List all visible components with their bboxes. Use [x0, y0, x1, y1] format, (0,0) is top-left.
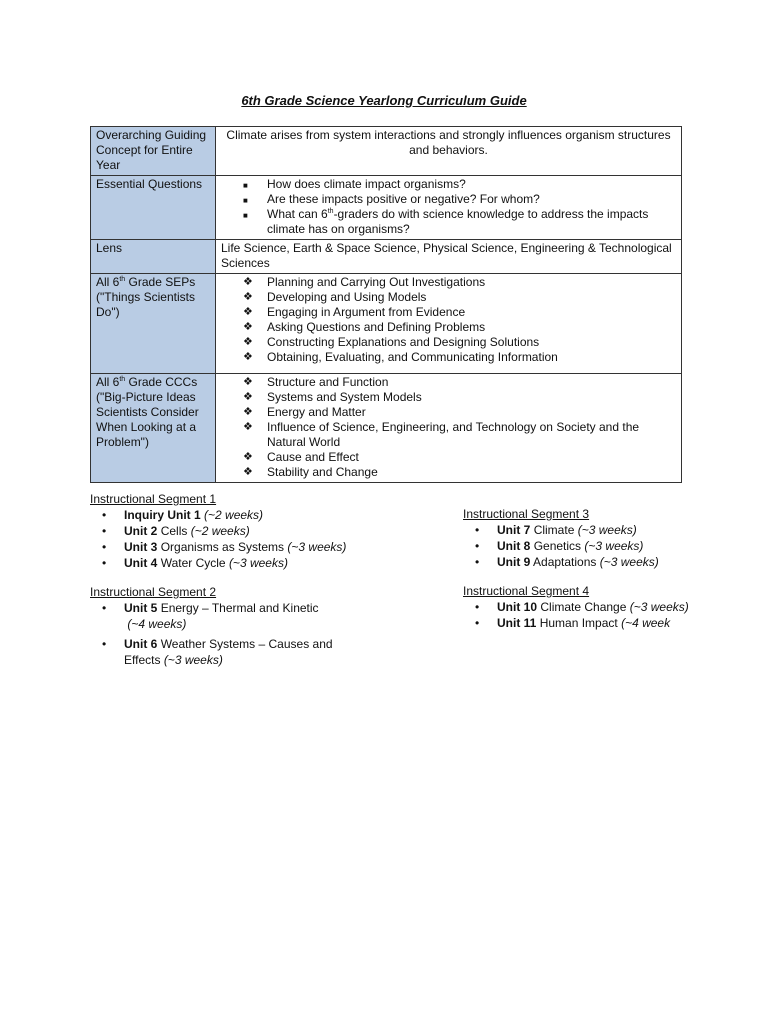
diamond-bullet-icon: ❖ [243, 376, 253, 388]
segment-3 [463, 506, 723, 570]
list-item: ❖ Planning and Carrying Out Investigations [243, 275, 486, 289]
segment-title: Instructional Segment 2 [90, 585, 217, 599]
bullet-icon: • [102, 524, 107, 538]
seps-cell [216, 274, 682, 374]
unit-list [463, 599, 743, 631]
essential-questions-cell [216, 176, 682, 240]
list-item: ❖ Structure and Function [243, 375, 389, 389]
list-item: ❖ Obtaining, Evaluating, and Communicating Information [243, 350, 558, 364]
list-item: ❖ Energy and Matter [243, 405, 366, 419]
list-item: • Unit 4 Water Cycle (~3 weeks) [102, 556, 288, 570]
curriculum-table [90, 126, 682, 483]
cccs-list [221, 375, 676, 480]
bullet-icon: • [475, 555, 480, 569]
list-item: ❖ Asking Questions and Defining Problems [243, 320, 486, 334]
list-item: ■ What can 6th-graders do with science knowledge to address the impacts climate has on organisms? [243, 207, 649, 236]
row-lens [91, 240, 682, 274]
seps-list [221, 275, 676, 365]
list-item: ❖ Engaging in Argument from Evidence [243, 305, 466, 319]
list-item: ■ How does climate impact organisms? [243, 177, 466, 191]
list-item: • Unit 7 Climate (~3 weeks) [475, 523, 637, 537]
diamond-bullet-icon: ❖ [243, 276, 253, 288]
diamond-bullet-icon: ❖ [243, 321, 253, 333]
segment-4 [463, 583, 743, 631]
square-bullet-icon: ■ [243, 211, 248, 220]
diamond-bullet-icon: ❖ [243, 451, 253, 463]
segment-title: Instructional Segment 4 [463, 584, 590, 598]
segment-title: Instructional Segment 3 [463, 507, 590, 521]
list-item: ❖ Stability and Change [243, 465, 378, 479]
seps-label: All 6th Grade SEPs ("Things Scientists Do") [91, 274, 216, 374]
list-item: ❖ Influence of Science, Engineering, and Technology on Society and the Natural World [243, 420, 640, 449]
lens-label: Lens [91, 240, 216, 274]
bullet-icon: • [102, 637, 107, 651]
essential-questions-list [221, 177, 676, 237]
list-item: • Unit 9 Adaptations (~3 weeks) [475, 555, 659, 569]
essential-questions-label: Essential Questions [91, 176, 216, 240]
bullet-icon: • [102, 601, 107, 615]
bullet-icon: • [102, 556, 107, 570]
bullet-icon: • [475, 600, 480, 614]
unit-list [90, 507, 390, 571]
list-item: • Unit 11 Human Impact (~4 week [475, 616, 671, 630]
unit-list [463, 522, 723, 570]
list-item: ❖ Developing and Using Models [243, 290, 427, 304]
diamond-bullet-icon: ❖ [243, 391, 253, 403]
list-item: ❖ Systems and System Models [243, 390, 422, 404]
diamond-bullet-icon: ❖ [243, 421, 253, 433]
list-item: • Unit 2 Cells (~2 weeks) [102, 524, 250, 538]
list-item: • Inquiry Unit 1 (~2 weeks) [102, 508, 264, 522]
list-item: ■ Are these impacts positive or negative? For whom? [243, 192, 540, 206]
cccs-label: All 6th Grade CCCs ("Big-Picture Ideas Scientists Consider When Looking at a Problem") [91, 374, 216, 483]
diamond-bullet-icon: ❖ [243, 351, 253, 363]
guiding-concept-text: Climate arises from system interactions and strongly influences organism structures and behaviors. [216, 127, 682, 176]
bullet-icon: • [475, 523, 480, 537]
list-item: • Unit 6 Weather Systems – Causes and Effects (~3 weeks) [102, 637, 333, 667]
row-guiding-concept [91, 127, 682, 176]
segment-1 [90, 491, 390, 571]
list-item: • Unit 8 Genetics (~3 weeks) [475, 539, 644, 553]
diamond-bullet-icon: ❖ [243, 406, 253, 418]
diamond-bullet-icon: ❖ [243, 336, 253, 348]
bullet-icon: • [102, 540, 107, 554]
bullet-icon: • [475, 539, 480, 553]
cccs-cell [216, 374, 682, 483]
diamond-bullet-icon: ❖ [243, 306, 253, 318]
list-item: ❖ Cause and Effect [243, 450, 359, 464]
list-item: • Unit 3 Organisms as Systems (~3 weeks) [102, 540, 347, 554]
list-item: • Unit 5 Energy – Thermal and Kinetic (~4 weeks) [102, 601, 319, 631]
row-cccs [91, 374, 682, 483]
segment-2 [90, 584, 352, 668]
bullet-icon: • [102, 508, 107, 522]
guiding-concept-label: Overarching Guiding Concept for Entire Year [91, 127, 216, 176]
row-seps [91, 274, 682, 374]
square-bullet-icon: ■ [243, 196, 248, 205]
row-essential-questions [91, 176, 682, 240]
list-item: ❖ Constructing Explanations and Designing Solutions [243, 335, 540, 349]
unit-list [90, 600, 352, 668]
list-item: • Unit 10 Climate Change (~3 weeks) [475, 600, 689, 614]
bullet-icon: • [475, 616, 480, 630]
diamond-bullet-icon: ❖ [243, 291, 253, 303]
segment-title: Instructional Segment 1 [90, 492, 217, 506]
diamond-bullet-icon: ❖ [243, 466, 253, 478]
square-bullet-icon: ■ [243, 181, 248, 190]
lens-text: Life Science, Earth & Space Science, Physical Science, Engineering & Technological Sciences [216, 240, 682, 274]
document-title: 6th Grade Science Yearlong Curriculum Guide [241, 93, 527, 108]
